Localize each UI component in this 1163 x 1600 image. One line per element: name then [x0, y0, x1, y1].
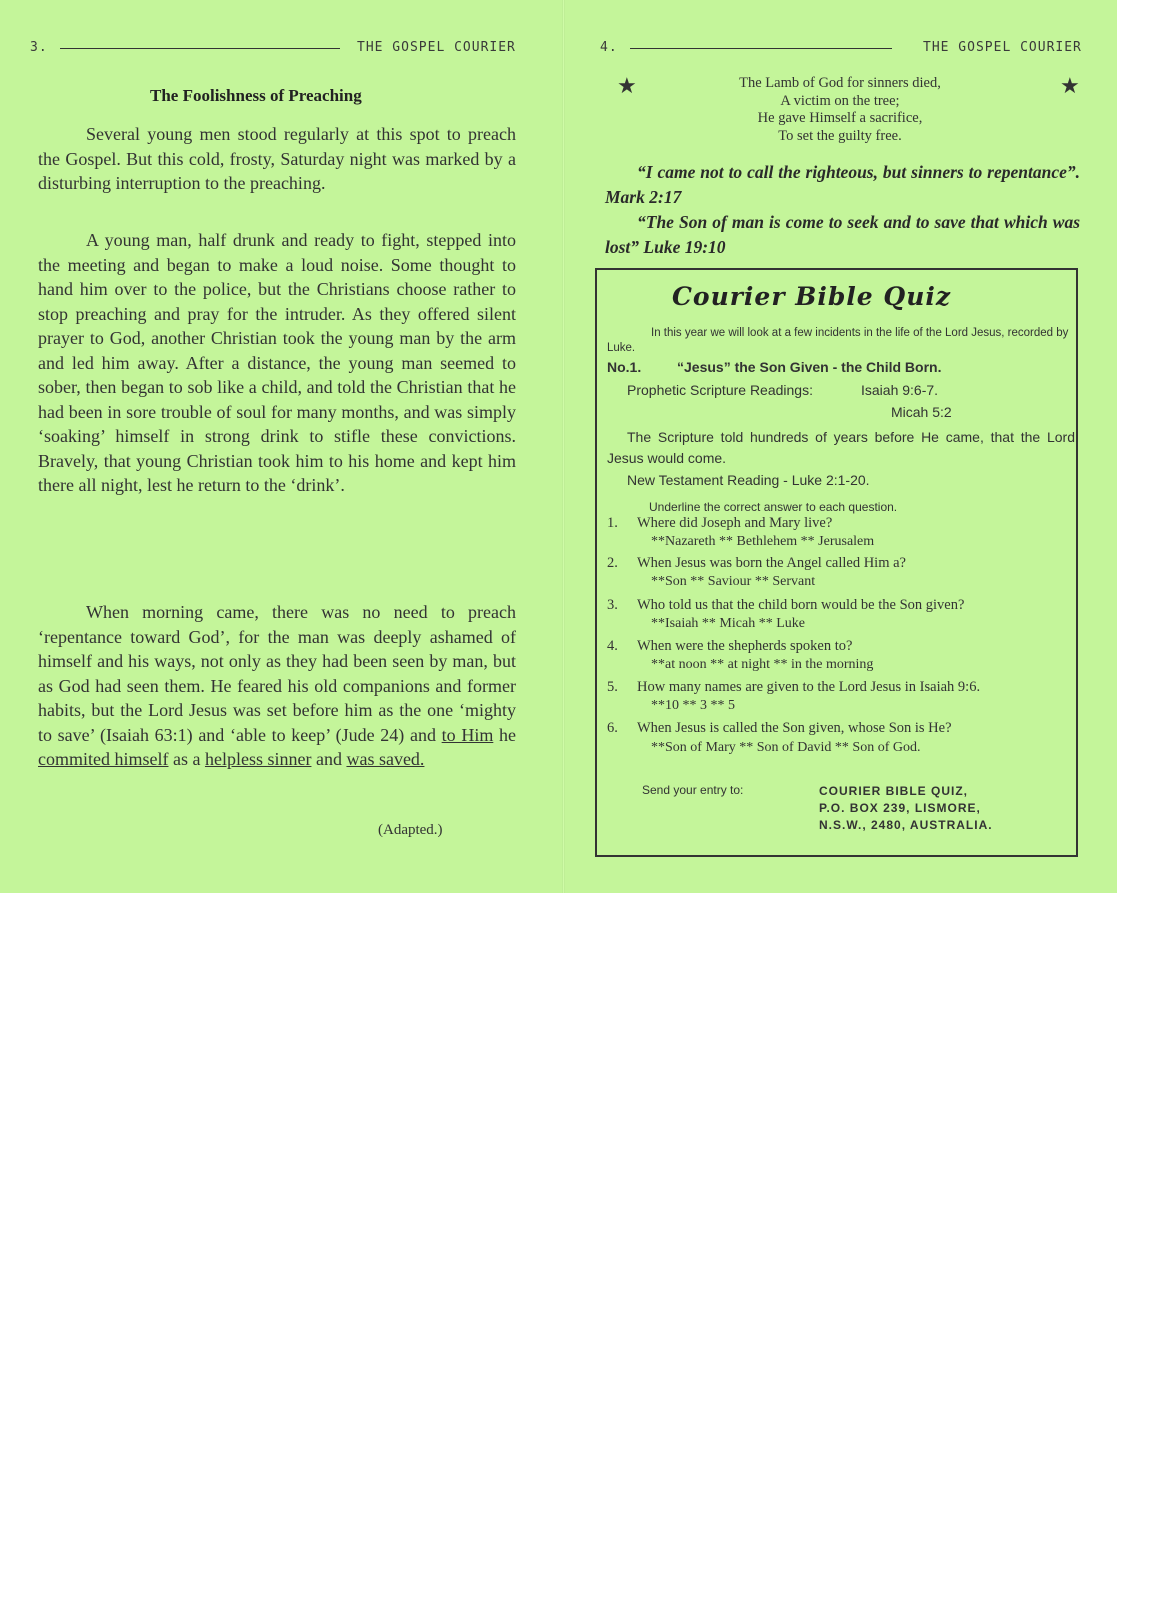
underlined-text: helpless sinner	[204, 749, 312, 769]
article-paragraph: When morning came, there was no need to preach ‘repentance toward God’, for the man was deeply ashamed of himself and his ways, not only as they had been seen by man, but as God had seen them. He feared his old companions and former habits, but the Lord Jesus was set before him as the one ‘mighty to save’ (Isaiah 63:1) and ‘able to keep’ (Jude 24) and to Him he commited himself as a helpless sinner and was saved.	[38, 602, 516, 769]
underlined-text: commited himself	[38, 749, 169, 769]
address-line: P.O. BOX 239, LISMORE,	[819, 801, 981, 815]
article-paragraph: Several young men stood regularly at this spot to preach the Gospel. But this cold, frosty, Saturday night was marked by a disturbing interruption to the preaching.	[38, 124, 516, 193]
scripture-verse: “The Son of man is come to seek and to save that which was lost” Luke 19:10	[605, 212, 1080, 257]
star-icon: ★	[617, 74, 637, 99]
prophetic-ref: Micah 5:2	[891, 404, 952, 420]
article-paragraph: A young man, half drunk and ready to fight, stepped into the meeting and began to make a loud noise. Some thought to hand him over to the police, but the Christians choose rather to stop preaching and pray for the intruder. As they offered silent prayer to God, another Christian took the young man by the arm and led him away. After a distance, the young man seemed to sober, then began to sob like a child, and told the Christian that he had been in sore trouble of soul for many months, and was simply ‘soaking’ himself in strong drink to stifle these convictions. Bravely, that young Christian took him to his home and kept him there all night, lest he return to the ‘drink’.	[38, 230, 516, 495]
answer-options: **Son ** Saviour ** Servant	[651, 574, 816, 589]
bible-quiz-box: Courier Bible Quiz In this year we will look at a few incidents in the life of the Lord Jesus, recorded by Luke. No.1. “Jesus” the Son Given - the Child Born. Prophetic Scripture Readings: Isaiah 9:6-7. Micah 5:2 The Scripture told hundreds of years before He came, that the Lord Jesus would come. New Testament Reading - Luke 2:1-20. Underline the correct answer to each question. 1. Where did Joseph and Mary live? **Nazareth ** Bethlehem ** Jerusalem 2. When Jesus was born the Angel called Him a? **Son ** Saviour ** Servant 3. Who told us that the child born would be the Son given? **Isaiah ** Micah ** Luke 4. When were the shepherds spoken to? **at noon ** at night ** in the morning 5. How many names are given to the Lord Jesus in Isaiah 9:6. **10 ** 3 ** 5 6. When Jesus is called the Son given, whose Son is He? **Son of Mary ** Son of David ** Son of God. Send your entry to: COURIER BIBLE QUIZ, P.O. BOX 239, LISMORE, N.S.W., 2480, AUSTRALIA.	[595, 268, 1078, 857]
quiz-intro: In this year we will look at a few incidents in the life of the Lord Jesus, recorded by Luke.	[607, 327, 1069, 354]
nt-reading: New Testament Reading - Luke 2:1-20.	[627, 472, 870, 488]
running-title: THE GOSPEL COURIER	[923, 40, 1082, 55]
answer-options: **10 ** 3 ** 5	[651, 698, 735, 713]
header-rule	[630, 48, 892, 49]
page-number: 3.	[30, 40, 48, 55]
left-page	[0, 0, 562, 893]
answer-options: **Son of Mary ** Son of David ** Son of God.	[651, 740, 921, 755]
poem	[605, 75, 1075, 145]
scripture-note: The Scripture told hundreds of years before He came, that the Lord Jesus would come.	[607, 429, 1075, 466]
address-line: COURIER BIBLE QUIZ,	[819, 784, 969, 798]
poem-line: He gave Himself a sacrifice,	[757, 110, 923, 126]
poem-line: The Lamb of God for sinners died,	[739, 75, 941, 91]
quiz-number: No.1.	[607, 359, 642, 375]
scripture-verse: “I came not to call the righteous, but sinners to repentance”. Mark 2:17	[605, 162, 1080, 207]
source-note: (Adapted.)	[378, 822, 443, 838]
running-header-left	[30, 40, 516, 60]
mailing-address	[819, 783, 993, 834]
right-page	[565, 0, 1117, 893]
poem-line: A victim on the tree;	[780, 92, 900, 109]
quiz-heading: “Jesus” the Son Given - the Child Born.	[677, 359, 942, 375]
send-label: Send your entry to:	[642, 783, 744, 797]
quiz-title: Courier Bible Quiz	[672, 282, 952, 311]
quiz-instruction: Underline the correct answer to each question.	[649, 500, 898, 514]
header-rule	[60, 48, 340, 49]
answer-options: **Isaiah ** Micah ** Luke	[651, 616, 805, 631]
article-title: The Foolishness of Preaching	[150, 86, 362, 105]
page-number: 4.	[600, 40, 618, 55]
underlined-text: was saved.	[346, 749, 425, 769]
running-header-right	[600, 40, 1082, 60]
address-line: N.S.W., 2480, AUSTRALIA.	[819, 818, 993, 832]
underlined-text: to Him	[441, 724, 494, 745]
prophetic-label: Prophetic Scripture Readings:	[627, 382, 813, 398]
running-title: THE GOSPEL COURIER	[357, 40, 516, 55]
answer-options: **Nazareth ** Bethlehem ** Jerusalem	[651, 534, 875, 549]
prophetic-ref: Isaiah 9:6-7.	[861, 382, 939, 398]
answer-options: **at noon ** at night ** in the morning	[651, 657, 874, 672]
star-icon: ★	[1060, 74, 1080, 99]
poem-line: To set the guilty free.	[778, 127, 902, 144]
